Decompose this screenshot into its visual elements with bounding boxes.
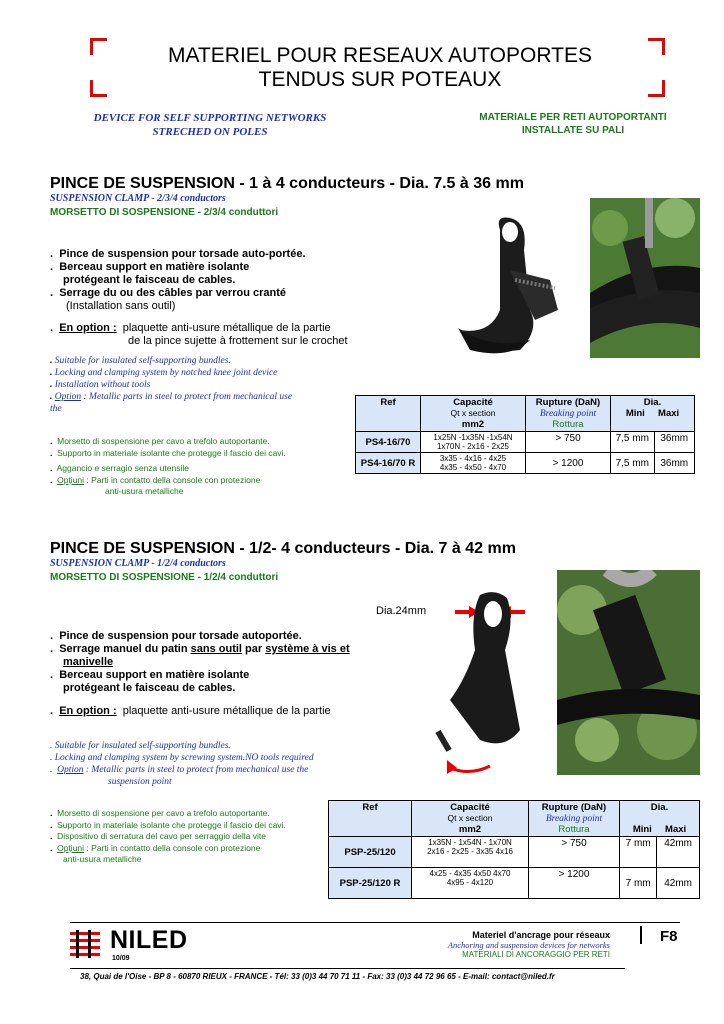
page-number: F8: [660, 928, 678, 945]
diameter-label: Dia.24mm: [376, 605, 427, 617]
subtitle-english: DEVICE FOR SELF SUPPORTING NETWORKS STRECHED ON POLES: [93, 112, 327, 138]
table-row: PSP-25/120 1x35N - 1x54N - 1x70N 2x16 - 2x25 - 3x35 4x16 > 750 7 mm 42mm: [329, 837, 700, 868]
page-title-line2: TENDUS SUR POTEAUX: [258, 68, 502, 91]
company-address: 38, Quai de l'Oise - BP 8 - 60870 RIEUX - FRANCE - Tél: 33 (0)3 44 70 71 11 - Fax: 33 (0)3 44 72 96 65 - E-mail: contact@niled.fr: [80, 972, 555, 981]
section1-fr-bullets: . Pince de suspension pour torsade auto-portée. . Berceau support en matière isolante protégeant le faisceau de cables. . Serrage du ou des câbles par verrou cranté (Installation sans outil) . En option : plaquette anti-usure métallique de la partie de la pince sujette à frottement sur le crochet: [50, 248, 380, 348]
section1-title: PINCE DE SUSPENSION - 1 à 4 conducteurs - Dia. 7.5 à 36 mm: [50, 175, 524, 192]
section2-fr-bullets: . Pince de suspension pour torsade autoportée. . Serrage manuel du patin sans outil par système à vis et manivelle . Berceau support en matière isolante protégeant le faisceau de cables. . En option : plaquette anti-usure métallique de la partie: [50, 630, 390, 718]
corner-mark-top-right: [648, 38, 665, 55]
option-line: . En option : plaquette anti-usure métallique de la partie: [50, 322, 331, 334]
corner-mark-bottom-left: [90, 80, 107, 97]
list-item: . Pince de suspension pour torsade autoportée.: [50, 630, 302, 642]
corner-mark-bottom-right: [648, 80, 665, 97]
list-item: . Option : Metallic parts in steel to protect from mechanical use: [50, 392, 293, 402]
list-item: . Dispositivo di serratura del cavo per serraggio della vite: [50, 831, 266, 841]
clamp-ps4-image: [440, 210, 590, 360]
spec-table-1: [355, 395, 695, 474]
list-item: . Supporto in materiale isolante che protegge il fascio dei cavi.: [50, 819, 286, 830]
section1-it-bullets: . Morsetto di sospensione per cavo a trefolo autoportante. . Supporto in materiale isolante che protegge il fascio dei cavi. . Aggancio e serragio senza utensile . Opțiuni : Parti in contatto della console con protezione anti-usura metalliche: [50, 436, 350, 498]
list-item: . Opțiuni : Parti in contatto della console con protezione: [50, 842, 261, 853]
option-line: . En option : plaquette anti-usure métallique de la partie: [50, 705, 331, 717]
footer-description: Materiel d'ancrage pour réseaux Anchoring and suspension devices for networks MATERIALI DI ANCORAGGIO PER RETI: [447, 930, 610, 959]
spec-table-2: [328, 800, 700, 899]
installation-photo-2: [557, 570, 700, 775]
list-item: protégeant le faisceau de cables.: [63, 274, 236, 286]
list-item: . Aggancio e serragio senza utensile: [50, 463, 189, 473]
subtitle-italian: MATERIALE PER RETI AUTOPORTANTI INSTALLATE SU PALI: [479, 112, 667, 136]
table-header-row: Ref Capacité Qt x section mm2 Rupture (DaN) Breaking point Rottura Dia. Mini Maxi: [329, 801, 700, 837]
list-item: . Installation without tools: [50, 380, 151, 390]
list-item: . Pince de suspension pour torsade auto-portée.: [50, 248, 306, 260]
niled-logo-icon: [70, 930, 110, 960]
installation-photo-1: [590, 198, 700, 358]
list-item: . Supporto in materiale isolante che protegge il fascio dei cavi.: [50, 447, 286, 458]
section2-it-bullets: . Morsetto di sospensione per cavo a trefolo autoportante. . Supporto in materiale isolante che protegge il fascio dei cavi. . Dispositivo di serratura del cavo per serraggio della vite . Opțiuni : Parti in contatto della console con protezione anti-usura metalliche: [50, 808, 350, 866]
list-item: (Installation sans outil): [66, 300, 176, 312]
revision-date: 10/09: [112, 955, 130, 962]
section2-subtitle-en: SUSPENSION CLAMP - 1/2/4 conductors: [50, 558, 226, 569]
section1-subtitle-it: MORSETTO DI SOSPENSIONE - 2/3/4 conduttori: [50, 207, 279, 218]
table-row: PS4-16/70 1x25N -1x35N -1x54N 1x70N - 2x16 - 2x25 > 750 7,5 mm 36mm: [356, 432, 695, 453]
page-number-separator: [640, 926, 642, 944]
clamp-psp-image: [425, 590, 555, 780]
section2-en-bullets: . Suitable for insulated self-supporting bundles. . Locking and clamping system by screwing system.NO tools required . Option : Metallic parts in steel to protect from mechanical use the suspension point: [50, 741, 314, 787]
section1-subtitle-en: SUSPENSION CLAMP - 2/3/4 conductors: [50, 193, 226, 204]
table-header-row: Ref Capacité Qt x section mm2 Rupture (DaN) Breaking point Rottura Dia. Mini Maxi: [356, 396, 695, 432]
table-row: PS4-16/70 R 3x35 - 4x16 - 4x25 4x35 - 4x50 - 4x70 > 1200 7,5 mm 36mm: [356, 453, 695, 474]
list-item: . Serrage du ou des câbles par verrou cranté: [50, 287, 286, 299]
page-title-line1: MATERIEL POUR RESEAUX AUTOPORTES: [168, 44, 592, 67]
footer-divider-bottom: [70, 968, 625, 969]
brand-logo: NILED: [110, 926, 188, 954]
list-item: . Berceau support en matière isolante: [50, 669, 250, 681]
corner-mark-top-left: [90, 38, 107, 55]
list-item: . Locking and clamping system by notched knee joint device: [50, 368, 278, 378]
table-row: PSP-25/120 R 4x25 - 4x35 4x50 4x70 4x95 - 4x120 > 1200 7 mm 42mm: [329, 868, 700, 899]
list-item: . Morsetto di sospensione per cavo a trefolo autoportante.: [50, 808, 270, 818]
footer-divider-top: [70, 922, 680, 923]
list-item: . Berceau support en matière isolante: [50, 261, 250, 273]
section2-subtitle-it: MORSETTO DI SOSPENSIONE - 1/2/4 conduttori: [50, 572, 279, 583]
list-item: . Opțiuni : Parti in contatto della console con protezione: [50, 474, 261, 485]
section1-en-bullets: . Suitable for insulated self-supporting bundles. . Locking and clamping system by notched knee joint device . Installation without tools . Option : Metallic parts in steel to protect from mechanical use the: [50, 355, 350, 415]
list-item: . Serrage manuel du patin sans outil par système à vis et: [50, 643, 350, 655]
section2-title: PINCE DE SUSPENSION - 1/2- 4 conducteurs - Dia. 7 à 42 mm: [50, 540, 516, 557]
list-item: . Morsetto di sospensione per cavo a trefolo autoportante.: [50, 436, 270, 446]
list-item: . Suitable for insulated self-supporting bundles.: [50, 356, 231, 366]
